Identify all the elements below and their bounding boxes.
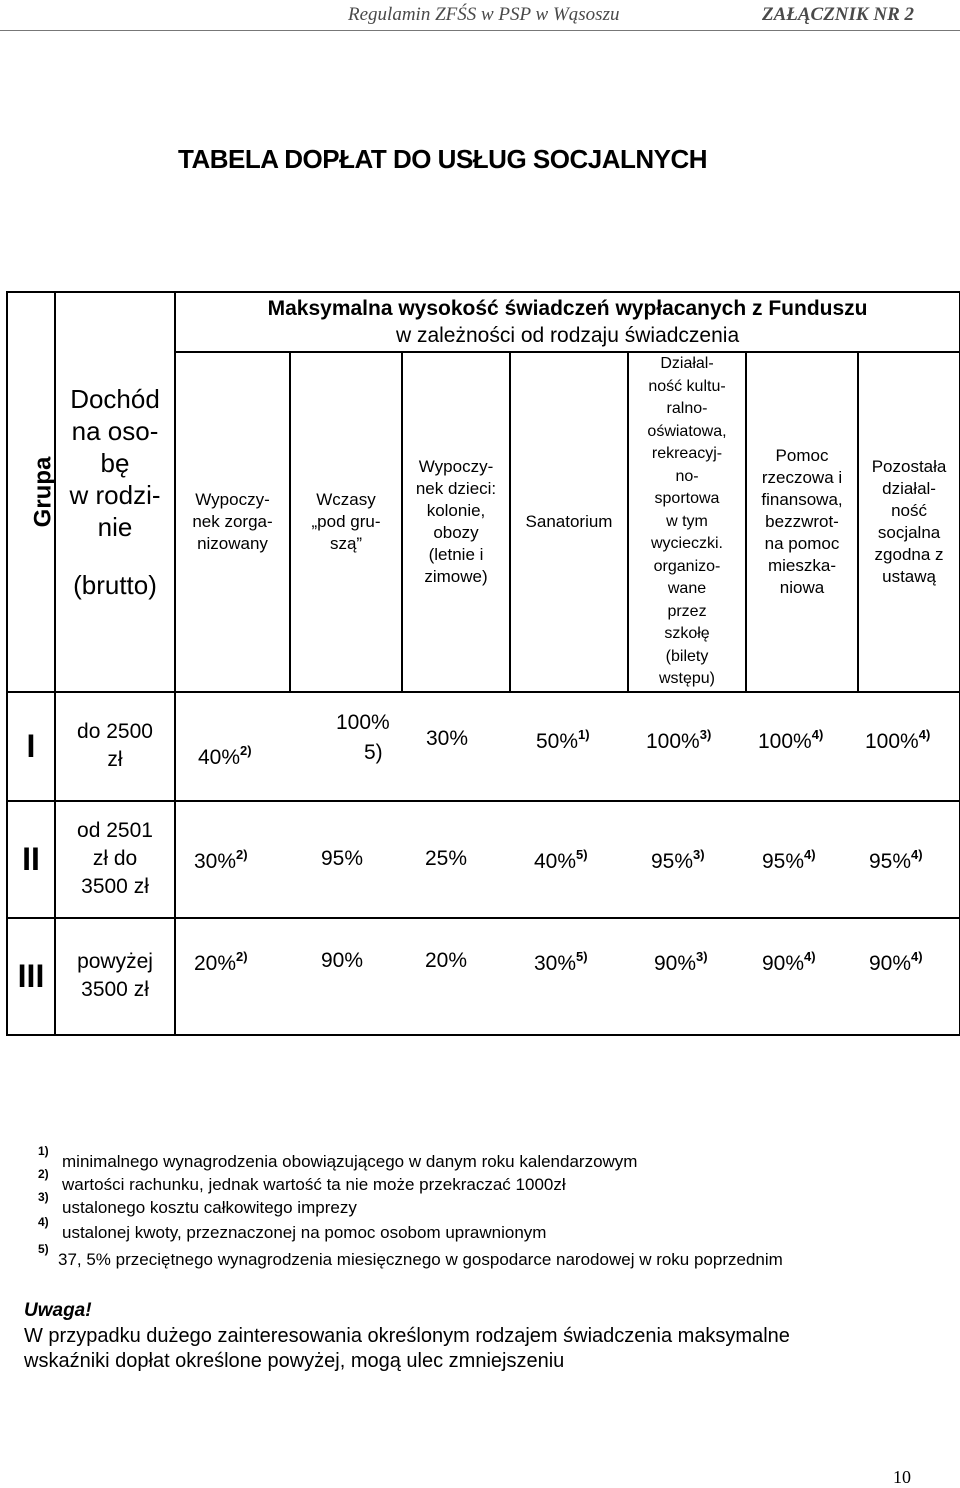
value-organized-rest: 40%$^{2)}$	[198, 742, 252, 769]
footnote: 1) minimalnego wynagrodzenia obowiązującego w danym roku kalendarzowym	[38, 1144, 638, 1171]
column-header-line: rekreacyj-	[651, 445, 723, 462]
column-header-line: bezzwrot-	[765, 511, 839, 531]
value-children-rest: 30%	[426, 726, 469, 750]
value-housing-aid: 90%$^{4)}$	[762, 948, 816, 975]
column-header-line: na pomoc	[764, 533, 840, 553]
column-header-line: kolonie,	[426, 500, 486, 520]
value-cultural-activity: 95%$^{3)}$	[651, 846, 705, 873]
group-label: III	[7, 918, 55, 1035]
col-housing-aid	[746, 352, 858, 692]
column-header-line: wane	[667, 580, 707, 597]
income-range: powyżej 3500 zł	[55, 918, 175, 1035]
column-header-line: Sanatorium	[525, 511, 613, 531]
column-header-line: Pomoc	[775, 445, 829, 465]
group-header: Grupa	[7, 292, 55, 692]
column-header-line: Wypoczy-	[418, 456, 494, 476]
column-header-line: Pozostała	[871, 456, 947, 476]
value-organized-rest: 20%$^{2)}$	[194, 948, 248, 975]
header-regulation-title: Regulamin ZFŚS w PSP w Wąsoszu	[348, 4, 620, 25]
value-home-holidays: 95%	[321, 846, 364, 870]
column-header-line: Wczasy	[316, 489, 376, 509]
column-header-line: zgodna z	[874, 544, 944, 564]
column-header-line: zimowe)	[424, 566, 488, 586]
value-cultural-activity: 90%$^{3)}$	[654, 948, 708, 975]
column-header-line: szą”	[329, 533, 363, 553]
table-row	[7, 692, 960, 801]
page-title: TABELA DOPŁAT DO USŁUG SOCJALNYCH	[178, 144, 708, 174]
value-children-rest: 25%	[425, 846, 468, 870]
column-header-line: Wypoczy-	[195, 489, 270, 509]
footnote: 4) ustalonej kwoty, przeznaczonej na pomoc osobom uprawnionym	[38, 1215, 547, 1242]
column-header-line: ralno-	[666, 400, 708, 417]
page-number: 10	[893, 1467, 911, 1487]
column-header-line: ność kultu-	[648, 377, 726, 395]
col-organized-rest	[175, 352, 290, 692]
column-header-line: socjalna	[877, 522, 941, 542]
column-header-line: ustawą	[882, 566, 936, 586]
row-values	[175, 918, 960, 1035]
row-values	[175, 801, 960, 918]
column-header-line: nek dzieci:	[415, 478, 497, 498]
note-text-line-1: W przypadku dużego zainteresowania określonym rodzajem świadczenia maksymalne	[24, 1325, 790, 1347]
col-home-holidays	[290, 352, 402, 692]
col-children-rest	[402, 352, 510, 692]
group-label: II	[7, 801, 55, 918]
header-attachment-label: ZAŁĄCZNIK NR 2	[761, 4, 914, 25]
footnote: 3) ustalonego kosztu całkowitego imprezy	[38, 1190, 357, 1217]
group-label: I	[7, 692, 55, 801]
table-row	[7, 801, 960, 918]
column-header-line: oświatowa,	[647, 422, 727, 440]
col-sanatorium	[510, 352, 628, 692]
column-header-line: działal-	[882, 478, 936, 498]
row-values	[175, 692, 960, 801]
value-other-social: 90%$^{4)}$	[869, 948, 923, 975]
value-other-social: 100%$^{4)}$	[865, 726, 931, 753]
column-header-line: no-	[675, 467, 699, 485]
value-housing-aid: 95%$^{4)}$	[762, 846, 816, 873]
value-home-holidays: 100%	[336, 710, 390, 734]
header-rule	[0, 30, 960, 31]
column-header-line: (bilety	[665, 647, 709, 665]
column-header-line: szkołę	[664, 625, 710, 642]
value-organized-rest: 30%$^{2)}$	[194, 846, 248, 873]
value-sanatorium: 40%$^{5)}$	[534, 846, 588, 873]
income-header: Dochód na oso- bę w rodzi- nie (brutto)	[55, 292, 175, 692]
footnote: 5) 37, 5% przeciętnego wynagrodzenia miesięcznego w gospodarce narodowej w roku poprzednim	[38, 1242, 783, 1269]
value-other-social: 95%$^{4)}$	[869, 846, 923, 873]
value-home-holidays: 90%	[321, 948, 364, 972]
max-benefit-header: Maksymalna wysokość świadczeń wypłacanych z Funduszu w zależności od rodzaju świadczenia	[175, 292, 960, 352]
col-cultural-activity	[628, 352, 746, 692]
value-sanatorium: 50%$^{1)}$	[536, 726, 590, 753]
column-header-line: finansowa,	[761, 489, 843, 509]
value-sanatorium: 30%$^{5)}$	[534, 948, 588, 975]
column-header-line: rzeczowa i	[761, 467, 843, 487]
income-range: do 2500 zł	[55, 692, 175, 801]
column-header-line: (letnie i	[428, 544, 484, 564]
column-header-line: wycieczki.	[650, 535, 723, 552]
column-header-line: nek zorga-	[192, 511, 273, 531]
footnote: 2) wartości rachunku, jednak wartość ta nie może przekraczać 1000zł	[38, 1167, 566, 1194]
income-range: od 2501 zł do 3500 zł	[55, 801, 175, 918]
column-header-line: „pod gru-	[311, 511, 381, 531]
column-header-line: obozy	[433, 522, 479, 542]
value-children-rest: 20%	[425, 948, 468, 972]
column-header-line: niowa	[779, 577, 825, 597]
table-row	[7, 918, 960, 1035]
column-header-line: sportowa	[654, 490, 720, 507]
note-text-line-2: wskaźniki dopłat określone powyżej, mogą ulec zmniejszeniu	[24, 1350, 565, 1372]
value-home-holidays-note: 5)	[364, 740, 383, 764]
subsidy-table	[6, 291, 960, 1036]
col-other-social	[858, 352, 960, 692]
value-housing-aid: 100%$^{4)}$	[758, 726, 824, 753]
column-header-line: przez	[667, 602, 707, 620]
column-header-line: ność	[891, 500, 927, 520]
column-header-line: w tym	[666, 512, 708, 530]
note-label: Uwaga!	[24, 1300, 92, 1321]
column-header-line: wstępu)	[658, 670, 716, 687]
column-header-line: organizo-	[653, 557, 721, 575]
column-header-line: nizowany	[197, 533, 268, 553]
column-header-line: mieszka-	[767, 555, 836, 575]
value-cultural-activity: 100%$^{3)}$	[646, 726, 712, 753]
column-header-line: Działal-	[660, 355, 714, 372]
